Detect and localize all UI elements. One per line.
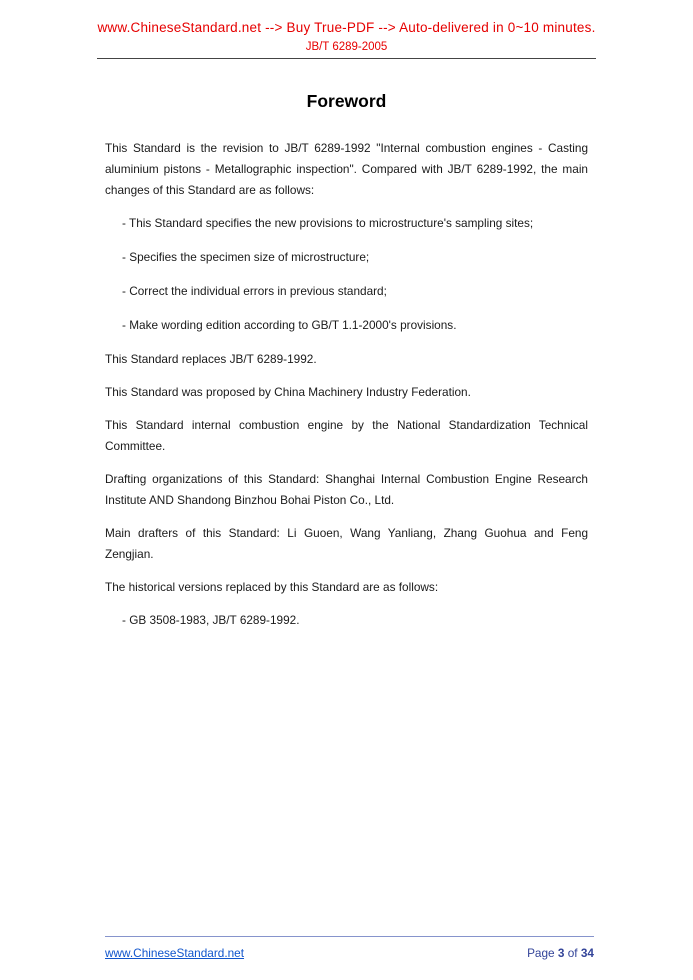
paragraph: Drafting organizations of this Standard: Shanghai Internal Combustion Engine Research Institute AND Shandong Binzhou Bohai Piston Co., Ltd. xyxy=(105,471,588,507)
list-item: - This Standard specifies the new provisions to microstructure's sampling sites; xyxy=(122,215,534,230)
list-item: - GB 3508-1983, JB/T 6289-1992. xyxy=(122,612,300,627)
footer-website-link[interactable]: www.ChineseStandard.net xyxy=(105,946,245,960)
total-pages: 34 xyxy=(580,946,594,960)
page-indicator xyxy=(527,946,594,960)
page-number: 3 xyxy=(557,946,565,960)
page-footer xyxy=(105,936,594,960)
list-item: - Specifies the specimen size of microstructure; xyxy=(122,249,370,264)
paragraph: This Standard replaces JB/T 6289-1992. xyxy=(105,351,317,366)
paragraph: This Standard internal combustion engine by the National Standardization Technical Committee. xyxy=(105,417,588,453)
paragraph: This Standard was proposed by China Machinery Industry Federation. xyxy=(105,384,471,399)
paragraph: Main drafters of this Standard: Li Guoen, Wang Yanliang, Zhang Guohua and Feng Zengjian. xyxy=(105,525,588,561)
of-label: of xyxy=(567,946,578,960)
list-item: - Correct the individual errors in previous standard; xyxy=(122,283,387,298)
list-item: - Make wording edition according to GB/T 1.1-2000's provisions. xyxy=(122,317,457,332)
page-title: Foreword xyxy=(306,91,387,111)
header-divider xyxy=(97,58,596,59)
paragraph: The historical versions replaced by this Standard are as follows: xyxy=(105,579,439,594)
promo-banner: www.ChineseStandard.net --> Buy True-PDF --> Auto-delivered in 0~10 minutes. xyxy=(97,20,596,35)
paragraph: This Standard is the revision to JB/T 6289-1992 "Internal combustion engines - Casting aluminium pistons - Metallographic inspection". Compared with JB/T 6289-1992, the main changes of this Standard are as follows: xyxy=(105,141,588,197)
page-label: Page xyxy=(527,946,555,960)
document-number: JB/T 6289-2005 xyxy=(305,41,388,53)
paragraphs xyxy=(105,138,588,631)
